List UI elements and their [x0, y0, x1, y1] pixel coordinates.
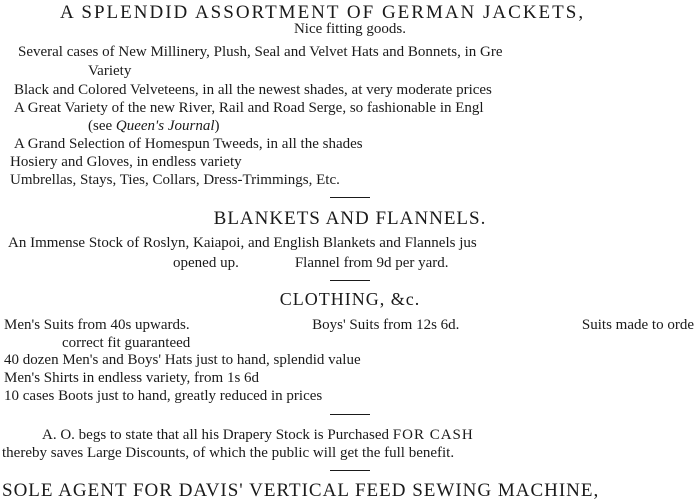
umbrellas-line: Umbrellas, Stays, Ties, Collars, Dress-Trimmings, Etc. — [10, 172, 340, 188]
made-to-order-text: Suits made to orde — [581, 317, 694, 333]
flannel-price-text: Flannel from 9d per yard. — [294, 255, 449, 271]
main-heading: A SPLENDID ASSORTMENT OF GERMAN JACKETS, — [60, 2, 586, 23]
hosiery-line: Hosiery and Gloves, in endless variety — [10, 154, 242, 170]
journal-title: Queen's Journal — [115, 118, 215, 134]
see-open-text: (see — [88, 118, 116, 134]
boots-line: 10 cases Boots just to hand, greatly reduced in prices — [4, 388, 323, 404]
section-divider — [330, 470, 370, 471]
see-close-text: ) — [214, 118, 220, 134]
serge-line: A Great Variety of the new River, Rail and Road Serge, so fashionable in Engl — [14, 100, 484, 116]
cash-notice-text: A. O. begs to state that all his Drapery Stock is Purchased — [42, 427, 393, 443]
hats-line: 40 dozen Men's and Boys' Hats just to hand, splendid value — [4, 352, 361, 368]
tweeds-line: A Grand Selection of Homespun Tweeds, in all the shades — [14, 136, 363, 152]
discounts-line: thereby saves Large Discounts, of which the public will get the full benefit. — [2, 445, 455, 461]
blankets-line: An Immense Stock of Roslyn, Kaiapoi, and English Blankets and Flannels jus — [8, 235, 477, 251]
cash-notice-line — [42, 428, 474, 443]
for-cash-text: FOR CASH — [392, 427, 474, 443]
boys-suits-text: Boys' Suits from 12s 6d. — [312, 317, 460, 333]
blankets-opened-line — [173, 256, 449, 271]
section-divider — [330, 197, 370, 198]
millinery-line: Several cases of New Millinery, Plush, Seal and Velvet Hats and Bonnets, in Gre — [18, 44, 503, 60]
fit-line: correct fit guaranteed — [62, 335, 191, 351]
shirts-line: Men's Shirts in endless variety, from 1s 6d — [4, 370, 260, 386]
suits-line — [4, 318, 694, 333]
see-journal-line — [88, 119, 220, 134]
blankets-heading: BLANKETS AND FLANNELS. — [213, 208, 487, 229]
velveteens-line: Black and Colored Velveteens, in all the newest shades, at very moderate prices — [14, 82, 492, 98]
section-divider — [330, 280, 370, 281]
section-divider — [330, 414, 370, 415]
mens-suits-text: Men's Suits from 40s upwards. — [4, 317, 190, 333]
sole-agent-line: SOLE AGENT FOR DAVIS' VERTICAL FEED SEWING MACHINE, — [2, 480, 600, 501]
opened-up-text: opened up. — [173, 255, 239, 271]
millinery-continuation: Variety — [88, 63, 132, 79]
subheading: Nice fitting goods. — [293, 21, 407, 37]
clothing-heading: CLOTHING, &c. — [279, 289, 421, 309]
